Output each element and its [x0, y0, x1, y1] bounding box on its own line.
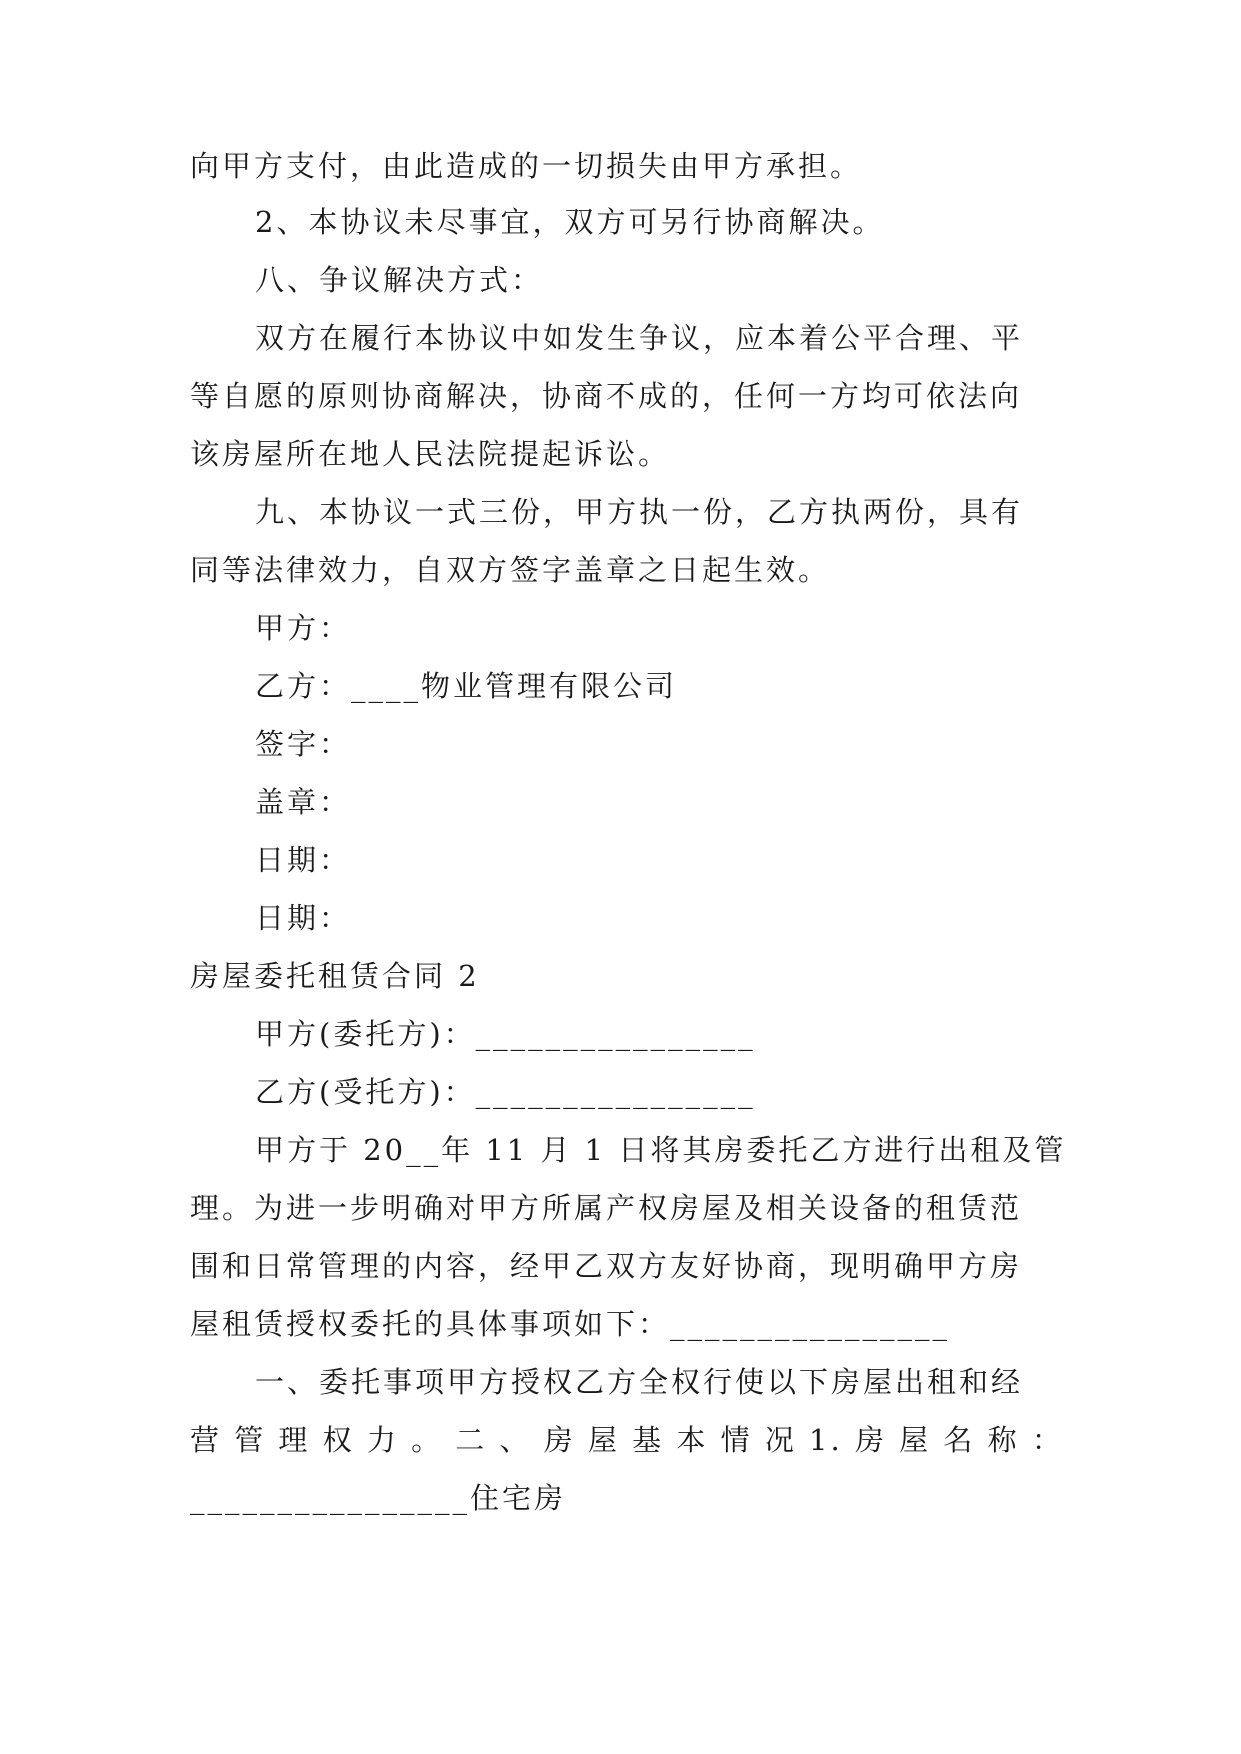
text-line: 甲方于 20__年 11 月 1 日将其房委托乙方进行出租及管 — [255, 1133, 1067, 1167]
text-line: 屋租赁授权委托的具体事项如下：________________ — [190, 1307, 951, 1341]
date-label: 日期： — [255, 901, 352, 935]
seal-label: 盖章： — [255, 785, 352, 819]
text-line: 理。为进一步明确对甲方所属产权房屋及相关设备的租赁范 — [190, 1191, 1023, 1225]
text-line: 围和日常管理的内容，经甲乙双方友好协商，现明确甲方房 — [190, 1249, 1023, 1283]
agent-party-line: 乙方(受托方)：________________ — [255, 1075, 756, 1109]
text-line: 该房屋所在地人民法院提起诉讼。 — [190, 437, 671, 471]
client-party-line: 甲方(委托方)：________________ — [255, 1017, 756, 1051]
date-label: 日期： — [255, 843, 352, 877]
text-line: 双方在履行本协议中如发生争议，应本着公平合理、平 — [255, 321, 1024, 355]
text-line: 同等法律效力，自双方签字盖章之日起生效。 — [190, 553, 831, 587]
contract-title: 房屋委托租赁合同 2 — [190, 959, 480, 993]
party-b-label: 乙方：____物业管理有限公司 — [255, 669, 678, 703]
signature-label: 签字： — [255, 727, 352, 761]
section-heading: 八、争议解决方式： — [255, 263, 544, 297]
text-line: 九、本协议一式三份，甲方执一份，乙方执两份，具有 — [255, 495, 1024, 529]
text-line: 等自愿的原则协商解决，协商不成的，任何一方均可依法向 — [190, 379, 1023, 413]
text-line: 2、本协议未尽事宜，双方可另行协商解决。 — [255, 205, 885, 239]
party-a-label: 甲方： — [255, 611, 352, 645]
text-line: ________________住宅房 — [190, 1481, 567, 1515]
text-line: 一、委托事项甲方授权乙方全权行使以下房屋出租和经 — [255, 1365, 1024, 1399]
text-line: 营 管 理 权 力 。 二 、 房 屋 基 本 情 况 1. 房 屋 名 称 ： — [190, 1423, 1064, 1457]
text-line: 向甲方支付，由此造成的一切损失由甲方承担。 — [190, 149, 863, 183]
